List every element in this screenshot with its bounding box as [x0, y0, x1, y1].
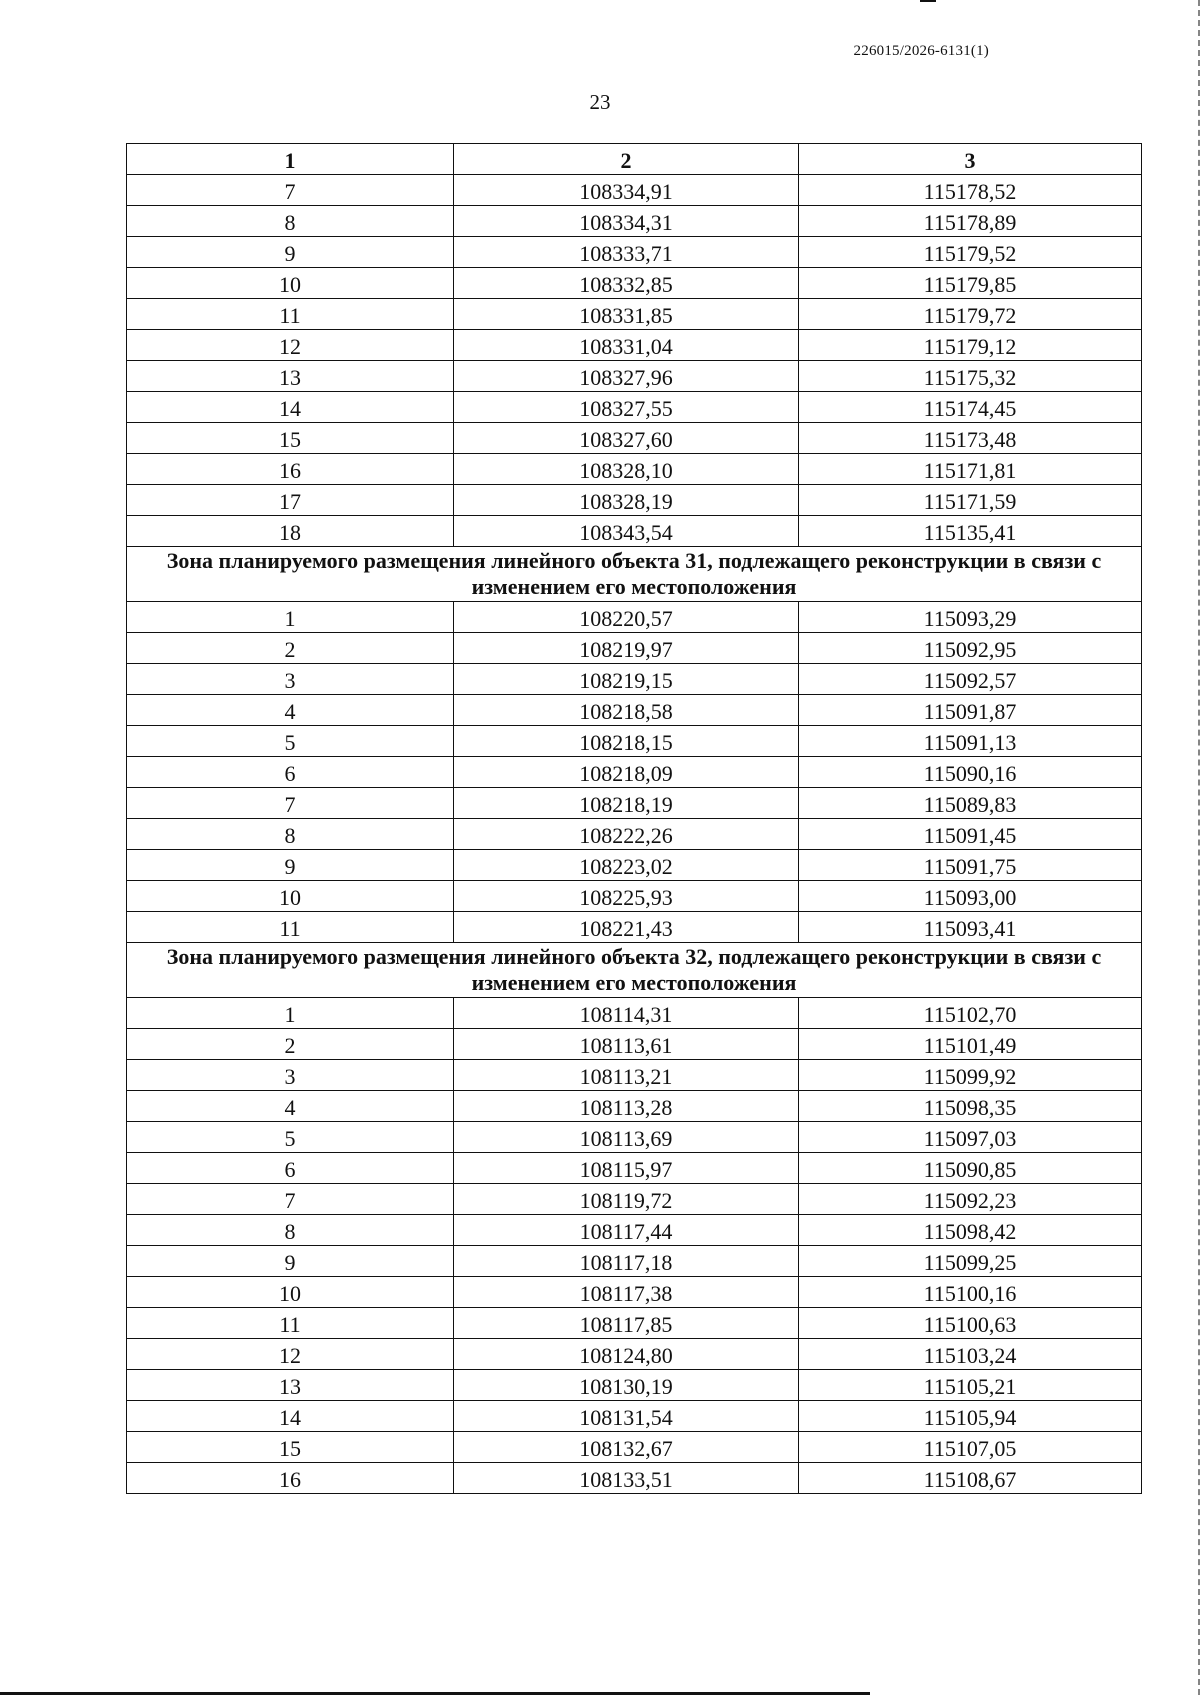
cell-y-coordinate: 115093,41: [799, 912, 1142, 943]
cell-y-coordinate: 115173,48: [799, 423, 1142, 454]
cell-point-number: 8: [127, 819, 454, 850]
cell-x-coordinate: 108113,61: [454, 1029, 799, 1060]
table-row: [127, 175, 1142, 206]
table-body: [127, 144, 1142, 1494]
cell-y-coordinate: 115090,85: [799, 1153, 1142, 1184]
table-row: [127, 1370, 1142, 1401]
cell-point-number: 7: [127, 175, 454, 206]
cell-x-coordinate: 108334,31: [454, 206, 799, 237]
cell-y-coordinate: 115178,52: [799, 175, 1142, 206]
cell-point-number: 2: [127, 1029, 454, 1060]
cell-y-coordinate: 115105,94: [799, 1401, 1142, 1432]
cell-point-number: 6: [127, 1153, 454, 1184]
table-row: [127, 268, 1142, 299]
cell-x-coordinate: 108218,15: [454, 726, 799, 757]
cell-x-coordinate: 108220,57: [454, 602, 799, 633]
cell-x-coordinate: 108221,43: [454, 912, 799, 943]
cell-point-number: 1: [127, 602, 454, 633]
table-row: [127, 850, 1142, 881]
cell-point-number: 15: [127, 423, 454, 454]
cell-y-coordinate: 115091,13: [799, 726, 1142, 757]
cell-point-number: 13: [127, 1370, 454, 1401]
table-row: [127, 1401, 1142, 1432]
cell-y-coordinate: 115100,16: [799, 1277, 1142, 1308]
cell-point-number: 15: [127, 1432, 454, 1463]
cell-x-coordinate: 108117,38: [454, 1277, 799, 1308]
cell-point-number: 7: [127, 1184, 454, 1215]
table-row: [127, 1246, 1142, 1277]
cell-y-coordinate: 115089,83: [799, 788, 1142, 819]
table-row: [127, 237, 1142, 268]
cell-y-coordinate: 115175,32: [799, 361, 1142, 392]
cell-y-coordinate: 115098,42: [799, 1215, 1142, 1246]
document-id: 226015/2026-6131(1): [853, 43, 989, 59]
cell-point-number: 7: [127, 788, 454, 819]
cell-point-number: 2: [127, 633, 454, 664]
cell-y-coordinate: 115171,59: [799, 485, 1142, 516]
table-row: [127, 485, 1142, 516]
header-cell-y: 3: [799, 144, 1142, 175]
table-row: [127, 695, 1142, 726]
table-row: [127, 1091, 1142, 1122]
cell-point-number: 5: [127, 726, 454, 757]
cell-point-number: 4: [127, 695, 454, 726]
cell-point-number: 18: [127, 516, 454, 547]
cell-point-number: 3: [127, 1060, 454, 1091]
table-row: [127, 1215, 1142, 1246]
cell-x-coordinate: 108117,44: [454, 1215, 799, 1246]
table-row: [127, 633, 1142, 664]
cell-x-coordinate: 108327,96: [454, 361, 799, 392]
table-row: [127, 1463, 1142, 1494]
table-row: [127, 1432, 1142, 1463]
coordinates-table: [126, 143, 1142, 1494]
cell-y-coordinate: 115178,89: [799, 206, 1142, 237]
cell-y-coordinate: 115097,03: [799, 1122, 1142, 1153]
table-row: [127, 912, 1142, 943]
cell-point-number: 9: [127, 1246, 454, 1277]
header-cell-point: 1: [127, 144, 454, 175]
table-row: [127, 664, 1142, 695]
cell-point-number: 13: [127, 361, 454, 392]
cell-y-coordinate: 115091,87: [799, 695, 1142, 726]
cell-y-coordinate: 115098,35: [799, 1091, 1142, 1122]
cell-point-number: 12: [127, 330, 454, 361]
table-row: [127, 602, 1142, 633]
table-header-row: [127, 144, 1142, 175]
cell-point-number: 5: [127, 1122, 454, 1153]
cell-point-number: 16: [127, 454, 454, 485]
cell-point-number: 9: [127, 850, 454, 881]
table-row: [127, 881, 1142, 912]
cell-y-coordinate: 115179,85: [799, 268, 1142, 299]
cell-x-coordinate: 108117,85: [454, 1308, 799, 1339]
table-row: [127, 1060, 1142, 1091]
cell-y-coordinate: 115108,67: [799, 1463, 1142, 1494]
cell-x-coordinate: 108222,26: [454, 819, 799, 850]
table-row: [127, 788, 1142, 819]
cell-x-coordinate: 108218,19: [454, 788, 799, 819]
cell-x-coordinate: 108328,10: [454, 454, 799, 485]
cell-x-coordinate: 108331,04: [454, 330, 799, 361]
cell-point-number: 9: [127, 237, 454, 268]
cell-x-coordinate: 108119,72: [454, 1184, 799, 1215]
cell-x-coordinate: 108327,55: [454, 392, 799, 423]
table-row: [127, 998, 1142, 1029]
cell-point-number: 1: [127, 998, 454, 1029]
cell-y-coordinate: 115091,75: [799, 850, 1142, 881]
cell-x-coordinate: 108133,51: [454, 1463, 799, 1494]
table-row: [127, 206, 1142, 237]
cell-point-number: 12: [127, 1339, 454, 1370]
cell-y-coordinate: 115092,95: [799, 633, 1142, 664]
table-row: [127, 819, 1142, 850]
cell-x-coordinate: 108113,69: [454, 1122, 799, 1153]
cell-y-coordinate: 115100,63: [799, 1308, 1142, 1339]
cell-x-coordinate: 108131,54: [454, 1401, 799, 1432]
cell-x-coordinate: 108334,91: [454, 175, 799, 206]
table-row: [127, 1029, 1142, 1060]
table-row: [127, 1339, 1142, 1370]
table-row: [127, 1153, 1142, 1184]
cell-point-number: 11: [127, 912, 454, 943]
cell-y-coordinate: 115179,52: [799, 237, 1142, 268]
cell-x-coordinate: 108132,67: [454, 1432, 799, 1463]
cell-point-number: 3: [127, 664, 454, 695]
cell-point-number: 6: [127, 757, 454, 788]
page-number: 23: [589, 90, 611, 114]
cell-y-coordinate: 115092,23: [799, 1184, 1142, 1215]
section-title: Зона планируемого размещения линейного объекта 32, подлежащего реконструкции в связи с изменением его местоположения: [127, 943, 1142, 998]
cell-y-coordinate: 115093,29: [799, 602, 1142, 633]
cell-point-number: 10: [127, 268, 454, 299]
cell-point-number: 10: [127, 1277, 454, 1308]
cell-y-coordinate: 115099,25: [799, 1246, 1142, 1277]
table-row: [127, 726, 1142, 757]
cell-y-coordinate: 115179,12: [799, 330, 1142, 361]
cell-point-number: 8: [127, 1215, 454, 1246]
cell-x-coordinate: 108115,97: [454, 1153, 799, 1184]
cell-y-coordinate: 115092,57: [799, 664, 1142, 695]
cell-x-coordinate: 108223,02: [454, 850, 799, 881]
cell-point-number: 14: [127, 392, 454, 423]
table-row: [127, 1277, 1142, 1308]
cell-x-coordinate: 108117,18: [454, 1246, 799, 1277]
cell-point-number: 11: [127, 299, 454, 330]
table-row: [127, 1184, 1142, 1215]
cell-x-coordinate: 108130,19: [454, 1370, 799, 1401]
cell-y-coordinate: 115135,41: [799, 516, 1142, 547]
cell-x-coordinate: 108218,09: [454, 757, 799, 788]
cell-x-coordinate: 108114,31: [454, 998, 799, 1029]
section-header-row: [127, 547, 1142, 602]
section-header-row: [127, 943, 1142, 998]
cell-y-coordinate: 115090,16: [799, 757, 1142, 788]
table-row: [127, 1122, 1142, 1153]
scan-edge: [1196, 0, 1200, 1695]
cell-point-number: 8: [127, 206, 454, 237]
cell-x-coordinate: 108327,60: [454, 423, 799, 454]
cell-y-coordinate: 115179,72: [799, 299, 1142, 330]
cell-y-coordinate: 115101,49: [799, 1029, 1142, 1060]
cell-y-coordinate: 115102,70: [799, 998, 1142, 1029]
table-row: [127, 361, 1142, 392]
cell-x-coordinate: 108328,19: [454, 485, 799, 516]
cell-y-coordinate: 115103,24: [799, 1339, 1142, 1370]
cell-y-coordinate: 115099,92: [799, 1060, 1142, 1091]
cell-point-number: 10: [127, 881, 454, 912]
cell-y-coordinate: 115105,21: [799, 1370, 1142, 1401]
table-row: [127, 392, 1142, 423]
table-row: [127, 299, 1142, 330]
cell-point-number: 17: [127, 485, 454, 516]
table-row: [127, 330, 1142, 361]
cell-x-coordinate: 108113,21: [454, 1060, 799, 1091]
cell-point-number: 4: [127, 1091, 454, 1122]
table-row: [127, 757, 1142, 788]
cell-y-coordinate: 115171,81: [799, 454, 1142, 485]
cell-x-coordinate: 108124,80: [454, 1339, 799, 1370]
table-row: [127, 454, 1142, 485]
cell-point-number: 14: [127, 1401, 454, 1432]
cell-y-coordinate: 115107,05: [799, 1432, 1142, 1463]
scan-top-mark: [920, 0, 936, 2]
cell-point-number: 16: [127, 1463, 454, 1494]
cell-x-coordinate: 108218,58: [454, 695, 799, 726]
cell-x-coordinate: 108219,15: [454, 664, 799, 695]
cell-y-coordinate: 115093,00: [799, 881, 1142, 912]
table-row: [127, 423, 1142, 454]
cell-x-coordinate: 108113,28: [454, 1091, 799, 1122]
table-row: [127, 516, 1142, 547]
table-row: [127, 1308, 1142, 1339]
cell-y-coordinate: 115091,45: [799, 819, 1142, 850]
cell-point-number: 11: [127, 1308, 454, 1339]
cell-x-coordinate: 108225,93: [454, 881, 799, 912]
cell-y-coordinate: 115174,45: [799, 392, 1142, 423]
cell-x-coordinate: 108332,85: [454, 268, 799, 299]
cell-x-coordinate: 108219,97: [454, 633, 799, 664]
section-title: Зона планируемого размещения линейного объекта 31, подлежащего реконструкции в связи с изменением его местоположения: [127, 547, 1142, 602]
cell-x-coordinate: 108331,85: [454, 299, 799, 330]
cell-x-coordinate: 108343,54: [454, 516, 799, 547]
cell-x-coordinate: 108333,71: [454, 237, 799, 268]
header-cell-x: 2: [454, 144, 799, 175]
